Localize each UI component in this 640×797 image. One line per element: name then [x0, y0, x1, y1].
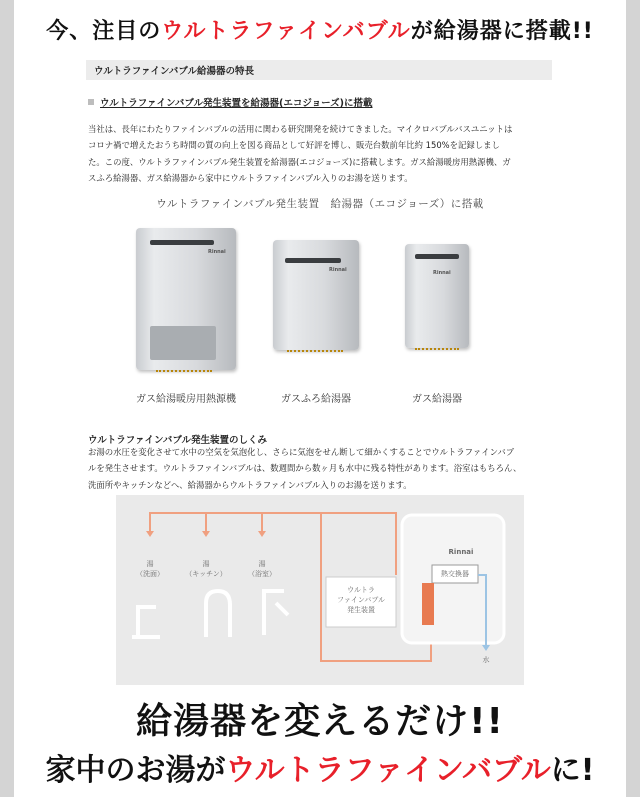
brand-logo: Rinnai: [433, 270, 451, 276]
basin-faucet-icon: [132, 607, 160, 637]
intro-line: コロナ禍で増えたおうち時間の質の向上を図る商品として好評を博し、販売台数前年比約 150%を記録しまし: [88, 140, 500, 151]
water-label: 水: [482, 656, 490, 664]
intro-paragraph: [88, 121, 553, 186]
brand-logo: Rinnai: [208, 249, 226, 255]
flow-diagram: [116, 495, 524, 685]
arrow-down-icon: [202, 531, 210, 537]
footer-message: [0, 745, 640, 789]
exchanger-label: 熱交換器: [441, 570, 469, 578]
heater-image-combi: [136, 228, 236, 370]
headline: [0, 14, 640, 45]
mechanism-title: ウルトラファインバブル発生装置のしくみ: [88, 435, 267, 446]
footer-post: に!: [550, 753, 595, 788]
arrow-down-icon: [482, 645, 490, 651]
bullet-square-icon: [88, 99, 94, 105]
headline-pre: 今、注目の: [46, 19, 162, 44]
brand-logo: Rinnai: [448, 548, 474, 556]
footer-tagline: 給湯器を変えるだけ!!: [136, 701, 504, 742]
arrow-down-icon: [146, 531, 154, 537]
subhead-title: ウルトラファインバブル発生装置を給湯器(エコジョーズ)に搭載: [100, 98, 373, 109]
footer-highlight: ウルトラファインバブル: [225, 753, 551, 788]
shower-icon: [264, 591, 288, 635]
mechanism-paragraph: [88, 444, 553, 493]
footer-pre: 家中のお湯が: [45, 753, 226, 788]
flow-diagram-graphic: [116, 495, 524, 685]
heater-panel: [150, 326, 216, 360]
mechanism-line: ルを発生させます。ウルトラファインバブルは、数週間から数ヶ月も水中に残る特性があります。浴室はもちろん、: [88, 463, 522, 474]
brand-logo: Rinnai: [329, 267, 347, 273]
subhead: [88, 95, 373, 109]
section-bar: [86, 60, 552, 80]
caption-water: ガス給湯器: [412, 394, 462, 405]
heater-pipes: [156, 370, 212, 380]
outlet-label-basin: 湯 （洗面）: [136, 560, 164, 578]
intro-line: スふろ給湯器、ガス給湯器から家中にウルトラファインバブル入りのお湯を送ります。: [88, 172, 413, 183]
vent-icon: [285, 258, 341, 263]
intro-line: た。この度、ウルトラファインバブル発生装置を給湯器(エコジョーズ)に搭載します。ガス給湯暖房用熱源機、ガ: [88, 156, 511, 167]
vent-icon: [415, 254, 459, 259]
caption-combi: ガス給湯暖房用熱源機: [136, 394, 236, 405]
outlet-label-kitchen: 湯 （キッチン）: [185, 560, 227, 578]
intro-line: 当社は、長年にわたりファインバブルの活用に関わる研究開発を続けてきました。マイクロバブルバスユニットは: [88, 124, 513, 134]
heater-pipes: [415, 348, 459, 358]
headline-post: が給湯器に搭載!!: [410, 19, 594, 44]
mechanism-line: お湯の水圧を変化させて水中の空気を気泡化し、さらに気泡をせん断して細かくすることでウルトラファインバブ: [88, 447, 515, 457]
ufb-device-coil: [422, 583, 434, 625]
caption-bath: ガスふろ給湯器: [281, 394, 351, 405]
heater-image-bath: [273, 240, 359, 350]
vent-icon: [150, 240, 214, 245]
outlet-label-bath: 湯 （浴室）: [248, 560, 276, 578]
products-title: ウルトラファインバブル発生装置 給湯器（エコジョーズ）に搭載: [156, 198, 484, 210]
mechanism-line: 洗面所やキッチンなどへ、給湯器からウルトラファインバブル入りのお湯を送ります。: [88, 479, 412, 490]
headline-highlight: ウルトラファインバブル: [161, 19, 411, 44]
section-title: ウルトラファインバブル給湯器の特長: [94, 66, 254, 77]
heater-pipes: [287, 350, 343, 360]
kitchen-faucet-icon: [206, 591, 230, 637]
ufb-device-label: ウルトラ ファインバブル 発生装置: [336, 586, 386, 614]
arrow-down-icon: [258, 531, 266, 537]
heater-image-water: [405, 244, 469, 348]
